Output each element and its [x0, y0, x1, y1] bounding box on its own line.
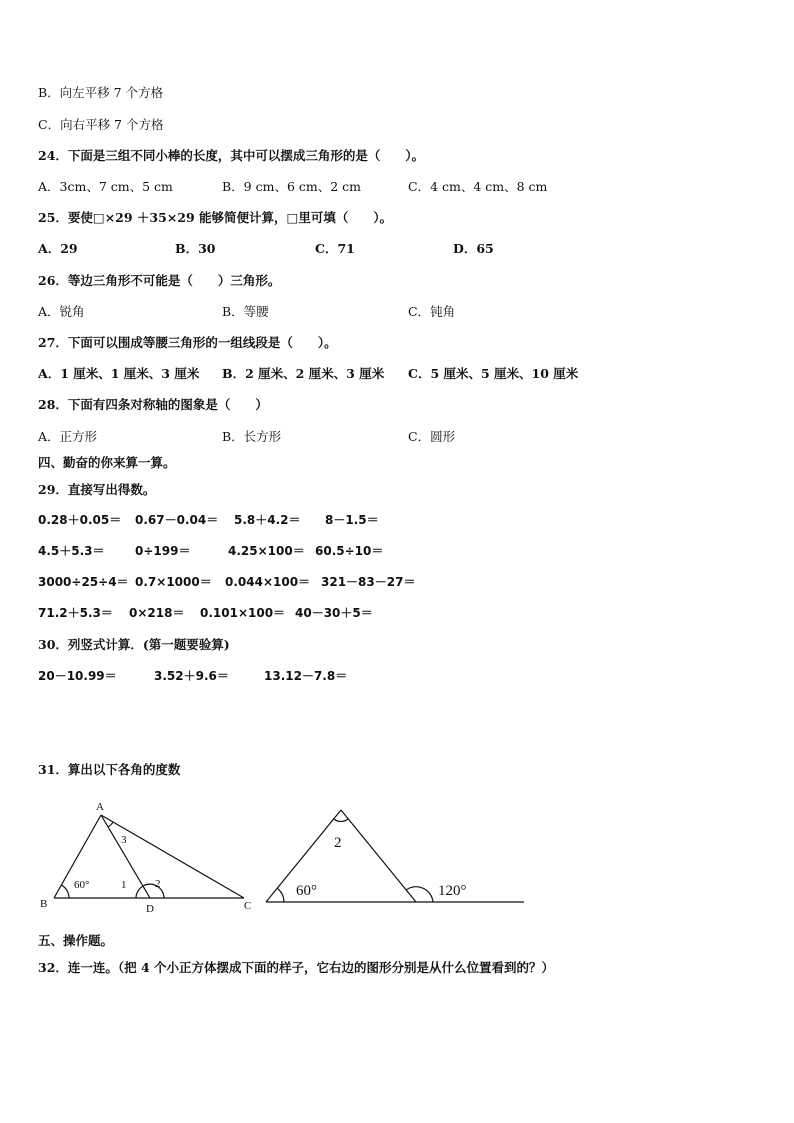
q26-option-c: C．钝角 [408, 304, 456, 319]
label-b: B [40, 898, 48, 910]
q28-option-a: A．正方形 [38, 429, 98, 444]
q29-item: 0.044×100＝ [225, 575, 311, 589]
q29-item: 5.8＋4.2＝ [234, 513, 301, 527]
q29-item: 0.28＋0.05＝ [38, 513, 122, 527]
q29-item: 4.5＋5.3＝ [38, 544, 105, 558]
q29-item: 8－1.5＝ [325, 513, 379, 527]
label-angle-60: 60° [296, 883, 317, 899]
q23-option-b: B．向左平移 7 个方格 [38, 85, 164, 100]
q26-option-a: A．锐角 [38, 304, 85, 319]
label-angle-2: 2 [334, 835, 342, 851]
question-27: 27．下面可以围成等腰三角形的一组线段是（ ）。 [38, 335, 337, 350]
angle-60-arc [277, 888, 284, 902]
q25-option-d: D．65 [453, 241, 494, 256]
angle-1-arc [136, 886, 143, 898]
q24-option-a: A．3cm、7 cm、5 cm [38, 179, 173, 194]
label-angle-3: 3 [121, 834, 127, 846]
label-c: C [244, 900, 252, 912]
q25-option-c: C．71 [315, 241, 355, 256]
section-5-heading: 五、操作题。 [38, 933, 114, 948]
label-angle-1: 1 [121, 879, 127, 891]
q29-item: 0.67－0.04＝ [135, 513, 219, 527]
q29-item: 4.25×100＝ [228, 544, 305, 558]
q24-option-c: C．4 cm、4 cm、8 cm [408, 179, 548, 194]
question-28: 28．下面有四条对称轴的图象是（ ） [38, 397, 268, 412]
angle-b-arc [62, 885, 70, 898]
q30-item: 13.12－7.8＝ [264, 669, 348, 683]
q23-option-c: C．向右平移 7 个方格 [38, 117, 164, 132]
question-25: 25．要使□×29 ＋35×29 能够简便计算，□里可填（ ）。 [38, 210, 393, 225]
q29-item: 71.2＋5.3＝ [38, 606, 113, 620]
angle-2-arc [334, 819, 348, 822]
q25-option-a: A．29 [38, 241, 78, 256]
q29-item: 321－83－27＝ [321, 575, 416, 589]
q27-option-c: C．5 厘米、5 厘米、10 厘米 [408, 366, 579, 381]
right-side [341, 810, 416, 902]
q28-option-c: C．圆形 [408, 429, 456, 444]
question-24: 24．下面是三组不同小棒的长度，其中可以摆成三角形的是（ ）。 [38, 148, 425, 163]
q26-option-b: B．等腰 [222, 304, 269, 319]
question-32: 32．连一连。（把 4 个小正方体摆成下面的样子，它右边的图形分别是从什么位置看到的？） [38, 960, 555, 975]
q28-option-b: B．长方形 [222, 429, 282, 444]
q27-option-b: B．2 厘米、2 厘米、3 厘米 [222, 366, 385, 381]
triangle-abc-figure [30, 795, 270, 920]
q27-option-a: A．1 厘米、1 厘米、3 厘米 [38, 366, 200, 381]
q29-item: 0÷199＝ [135, 544, 191, 558]
label-d: D [146, 903, 154, 915]
q29-item: 40－30＋5＝ [295, 606, 373, 620]
label-a: A [96, 801, 104, 813]
label-angle-120: 120° [438, 883, 467, 899]
q29-item: 0.101×100＝ [200, 606, 286, 620]
triangle-exterior-angle-figure [262, 800, 532, 910]
q29-item: 3000÷25÷4＝ [38, 575, 129, 589]
question-31: 31．算出以下各角的度数 [38, 762, 181, 777]
q29-item: 0×218＝ [129, 606, 185, 620]
label-angle-2: 2 [155, 878, 161, 890]
question-29: 29．直接写出得数。 [38, 482, 156, 497]
q24-option-b: B．9 cm、6 cm、2 cm [222, 179, 362, 194]
q25-option-b: B．30 [175, 241, 216, 256]
q29-item: 0.7×1000＝ [135, 575, 212, 589]
section-4-heading: 四、勤奋的你来算一算。 [38, 455, 176, 470]
question-26: 26．等边三角形不可能是（ ）三角形。 [38, 273, 281, 288]
q30-item: 20－10.99＝ [38, 669, 117, 683]
label-angle-60: 60° [74, 879, 90, 891]
question-30: 30．列竖式计算．(第一题要验算) [38, 637, 230, 652]
q30-item: 3.52＋9.6＝ [154, 669, 229, 683]
q29-item: 60.5÷10＝ [315, 544, 384, 558]
angle-3-arc [108, 822, 113, 827]
